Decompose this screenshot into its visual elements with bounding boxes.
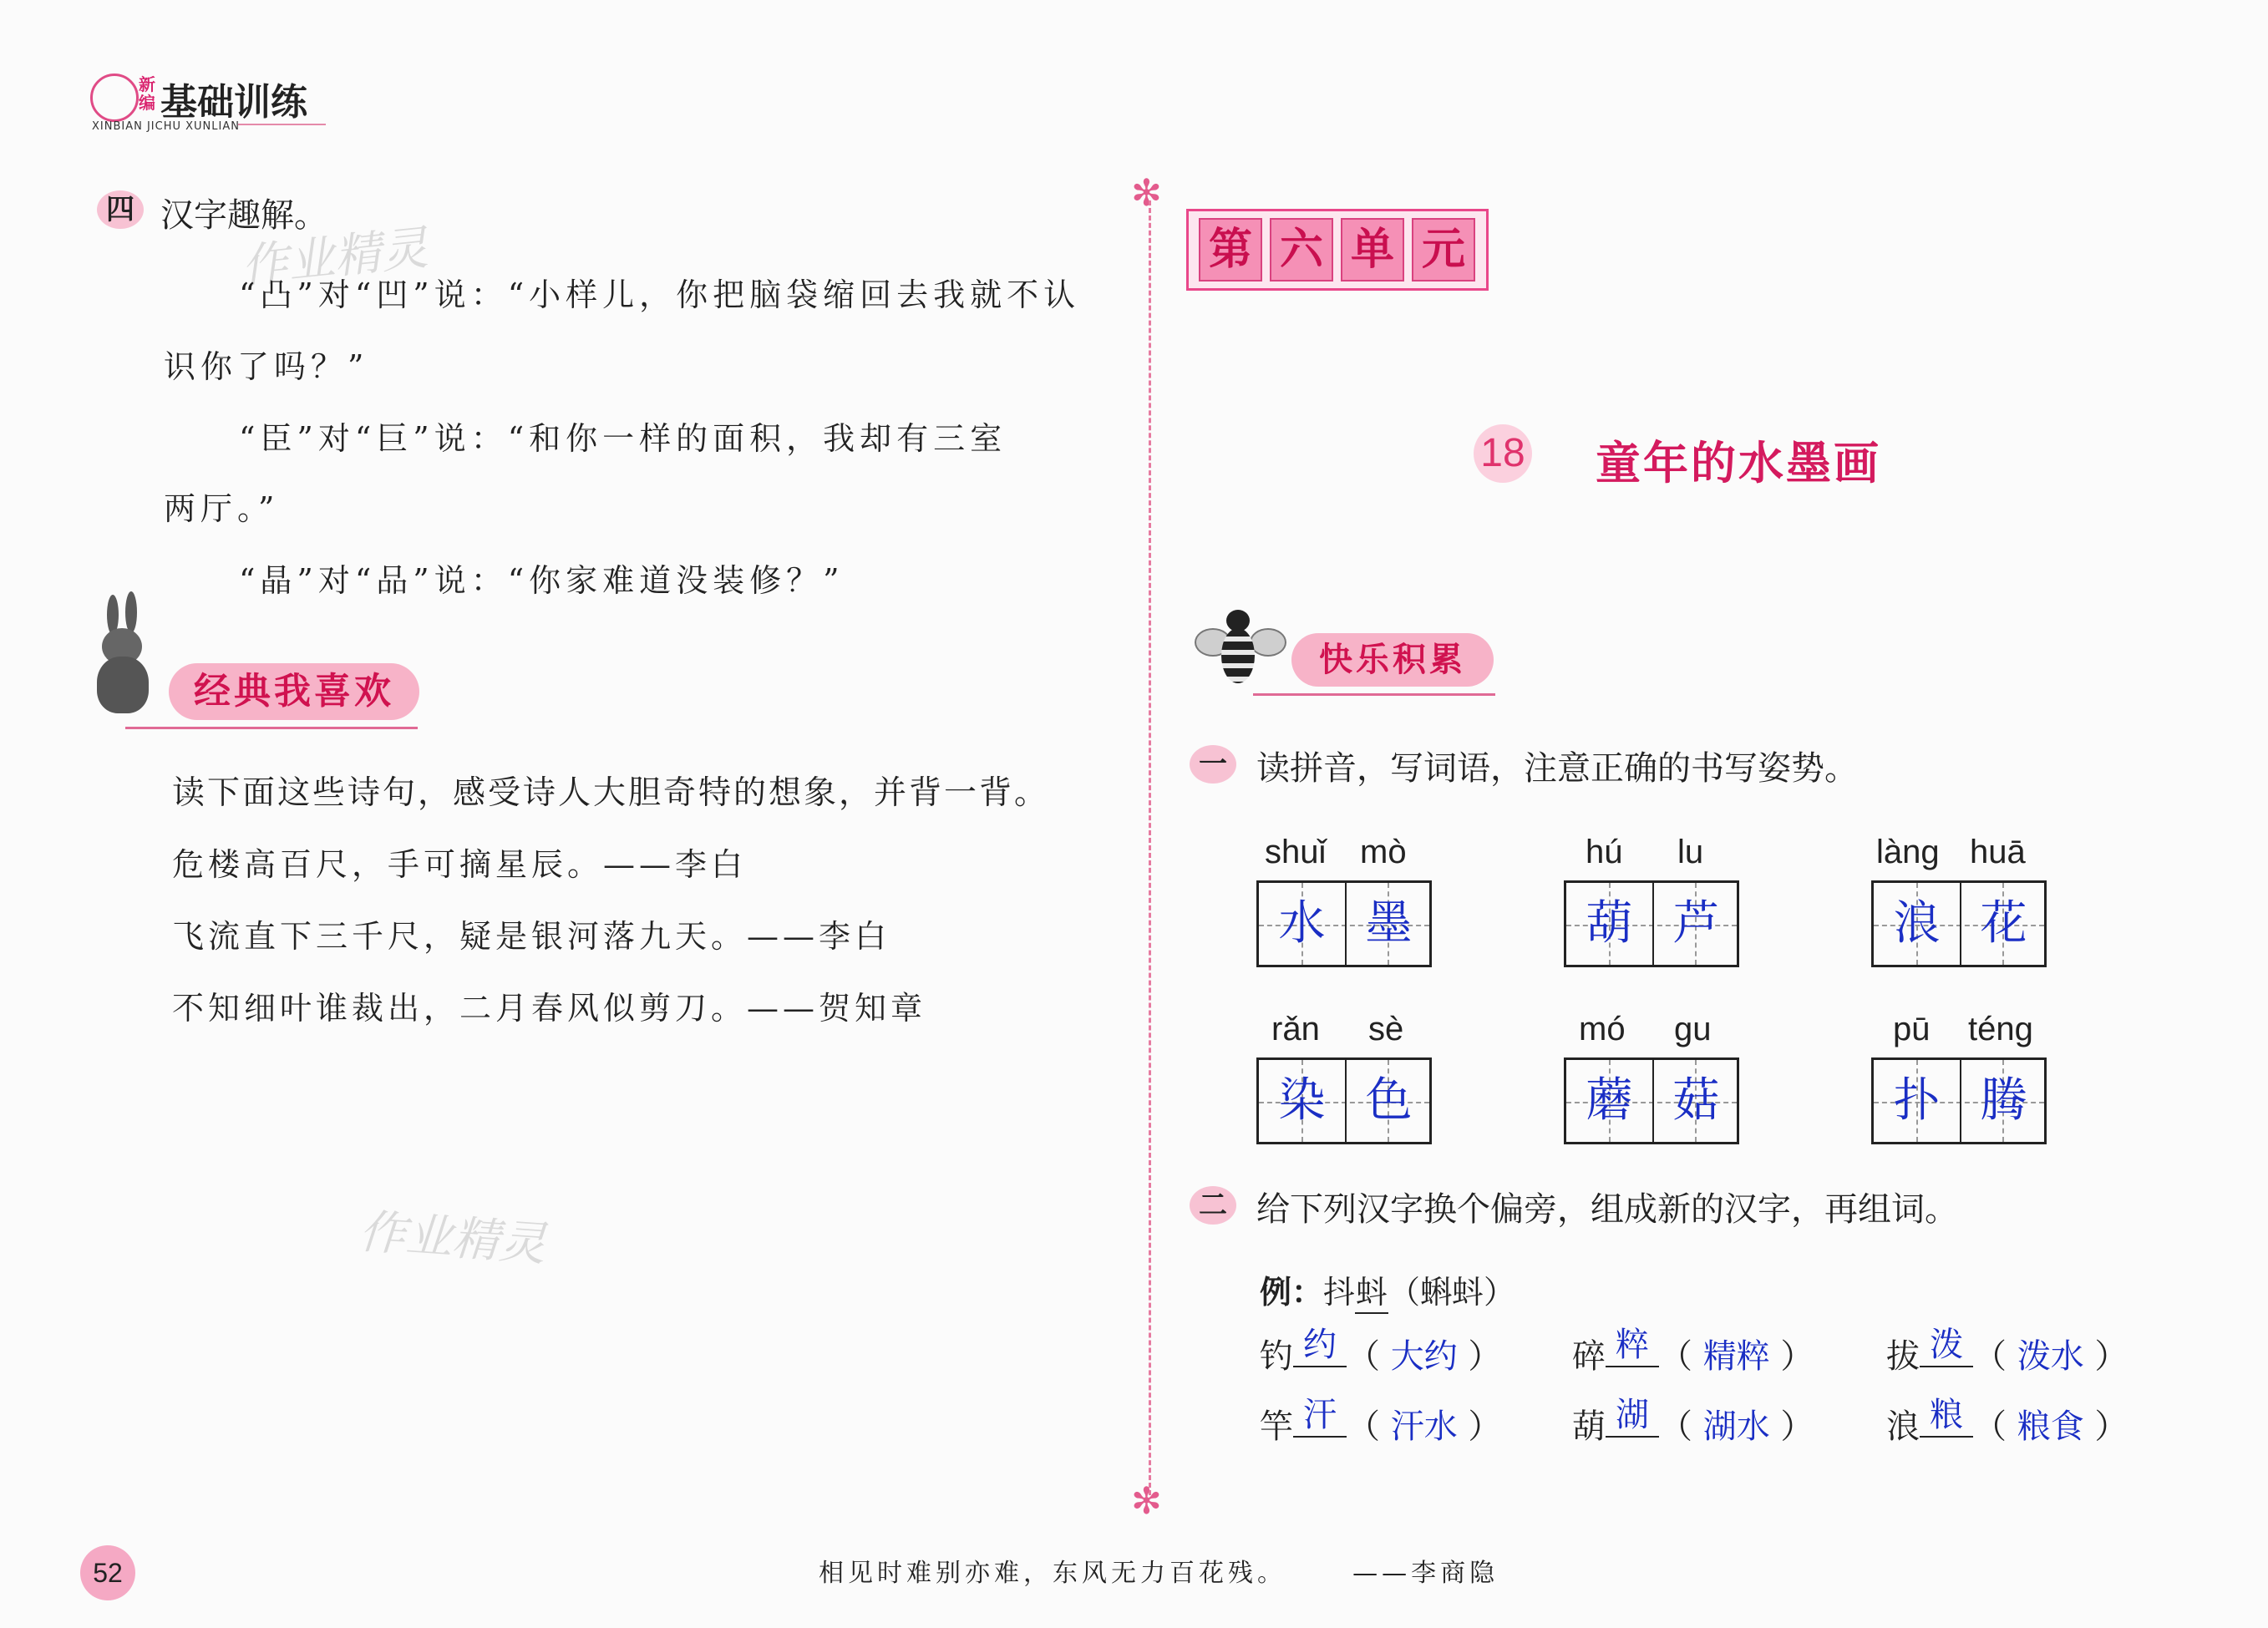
answer-char: 粹	[1606, 1318, 1659, 1367]
answer-char: 色	[1365, 1073, 1413, 1128]
given-char: 钓	[1260, 1337, 1293, 1376]
banner-underline	[125, 727, 418, 729]
header-rule	[238, 124, 326, 125]
rabbit-icon	[125, 591, 137, 633]
writing-grid	[1256, 880, 1432, 967]
text-line: “凸”对“凹”说：“小样儿，你把脑袋缩回去我就不认	[239, 276, 1081, 313]
pinyin: lu	[1677, 834, 1704, 870]
pinyin: làng	[1876, 834, 1940, 870]
question-title: 给下列汉字换个偏旁，组成新的汉字，再组词。	[1256, 1190, 1958, 1229]
watermark-text: 作业精灵	[357, 1205, 548, 1272]
banner-underline	[1253, 693, 1495, 696]
given-char: 浪	[1886, 1407, 1920, 1446]
watermark-text: 作业精灵	[238, 221, 431, 295]
unit-char: 元	[1412, 218, 1475, 281]
given-char: 竿	[1260, 1407, 1293, 1446]
classic-banner: 经典我喜欢	[169, 663, 419, 720]
answer-item: 拔 泼 （ 泼水 ）	[1886, 1330, 2128, 1379]
answer-char: 墨	[1365, 896, 1413, 951]
pinyin: téng	[1968, 1011, 2033, 1047]
question-number: 二	[1190, 1186, 1236, 1225]
footer-quote	[819, 1552, 1499, 1589]
pinyin: gu	[1674, 1011, 1712, 1047]
answer-char: 腾	[1980, 1073, 2027, 1128]
example-row	[1260, 1266, 1515, 1314]
answer-word: 精粹	[1702, 1337, 1770, 1376]
answer-char: 染	[1278, 1073, 1326, 1128]
section-title: 汉字趣解。	[160, 196, 327, 235]
writing-grid	[1564, 1057, 1739, 1144]
writing-grid	[1256, 1057, 1432, 1144]
answer-char: 葫	[1586, 896, 1633, 951]
given-char: 碎	[1572, 1337, 1606, 1376]
pinyin: rǎn	[1271, 1011, 1320, 1047]
example-given: 抖	[1323, 1274, 1356, 1311]
example-word: （蝌蚪）	[1388, 1274, 1516, 1311]
bee-icon	[1221, 628, 1255, 683]
accumulate-banner: 快乐积累	[1291, 633, 1494, 687]
example-label: 例：	[1260, 1273, 1324, 1311]
answer-char: 扑	[1893, 1073, 1941, 1128]
lesson-number: 18	[1474, 424, 1532, 483]
column-divider	[1149, 200, 1151, 1495]
star-icon: ✻	[1131, 172, 1162, 215]
text-line: “晶”对“品”说：“你家难道没装修？”	[239, 562, 845, 599]
pinyin: hú	[1586, 834, 1623, 870]
answer-char: 芦	[1672, 896, 1720, 951]
writing-grid	[1871, 880, 2047, 967]
answer-item: 葫 湖 （ 湖水 ）	[1572, 1400, 1814, 1449]
brand-title: 基础训练	[160, 81, 307, 124]
bee-icon	[1250, 628, 1286, 657]
answer-char: 蘑	[1586, 1073, 1633, 1128]
pinyin: pū	[1893, 1011, 1931, 1047]
star-icon: ✻	[1131, 1480, 1162, 1523]
unit-char: 六	[1270, 218, 1333, 281]
answer-item: 钓 约 （ 大约 ）	[1260, 1330, 1501, 1379]
answer-char: 菇	[1672, 1073, 1720, 1128]
writing-grid	[1564, 880, 1739, 967]
answer-char: 湖	[1606, 1388, 1659, 1438]
unit-title	[1186, 209, 1489, 291]
answer-char: 约	[1293, 1318, 1347, 1367]
answer-word: 泼水	[2017, 1337, 2084, 1376]
question-title: 读拼音，写词语，注意正确的书写姿势。	[1256, 749, 1858, 788]
poem-line: 不知细叶谁裁出，二月春风似剪刀。——贺知章	[172, 990, 927, 1027]
answer-char: 花	[1980, 896, 2027, 951]
answer-item: 浪 粮 （ 粮食 ）	[1886, 1400, 2128, 1449]
answer-word: 汗水	[1390, 1407, 1458, 1446]
answer-word: 粮食	[2017, 1407, 2084, 1446]
answer-item: 竿 汗 （ 汗水 ）	[1260, 1400, 1501, 1449]
pinyin: mò	[1360, 834, 1407, 870]
answer-char: 水	[1278, 896, 1326, 951]
answer-char: 汗	[1293, 1388, 1347, 1438]
pinyin: sè	[1368, 1011, 1404, 1047]
answer-item: 碎 粹 （ 精粹 ）	[1572, 1330, 1814, 1379]
page-number: 52	[80, 1545, 135, 1600]
lesson-title: 童年的水墨画	[1596, 437, 1881, 489]
unit-char: 第	[1199, 218, 1262, 281]
pinyin: shuǐ	[1265, 834, 1327, 870]
section-number: 四	[97, 190, 144, 229]
pinyin: huā	[1970, 834, 2026, 870]
poem-line: 飞流直下三千尺，疑是银河落九天。——李白	[172, 918, 891, 955]
text-line: 识你了吗？”	[164, 348, 369, 385]
example-new: 蚪	[1355, 1266, 1388, 1314]
writing-grid	[1871, 1057, 2047, 1144]
answer-char: 泼	[1920, 1318, 1973, 1367]
given-char: 拔	[1886, 1337, 1920, 1376]
classic-instruction: 读下面这些诗句，感受诗人大胆奇特的想象，并背一背。	[172, 774, 1050, 812]
poem-line: 危楼高百尺，手可摘星辰。——李白	[172, 846, 748, 883]
quote-author: ——李商隐	[1352, 1559, 1499, 1588]
answer-word: 湖水	[1702, 1407, 1770, 1446]
answer-char: 粮	[1920, 1388, 1973, 1438]
rabbit-icon	[97, 657, 149, 713]
given-char: 葫	[1572, 1407, 1606, 1446]
brand-pinyin: XINBIAN JICHU XUNLIAN	[92, 120, 240, 133]
logo-face-icon	[90, 74, 139, 122]
answer-word: 大约	[1390, 1337, 1458, 1376]
brand-small: 新编	[139, 74, 155, 113]
text-line: 两厅。”	[164, 490, 280, 527]
answer-char: 浪	[1893, 896, 1941, 951]
pinyin: mó	[1579, 1011, 1626, 1047]
question-number: 一	[1190, 745, 1236, 784]
text-line: “臣”对“巨”说：“和你一样的面积，我却有三室	[239, 420, 1007, 457]
quote-text: 相见时难别亦难，东风无力百花残。	[819, 1559, 1286, 1588]
unit-char: 单	[1341, 218, 1404, 281]
